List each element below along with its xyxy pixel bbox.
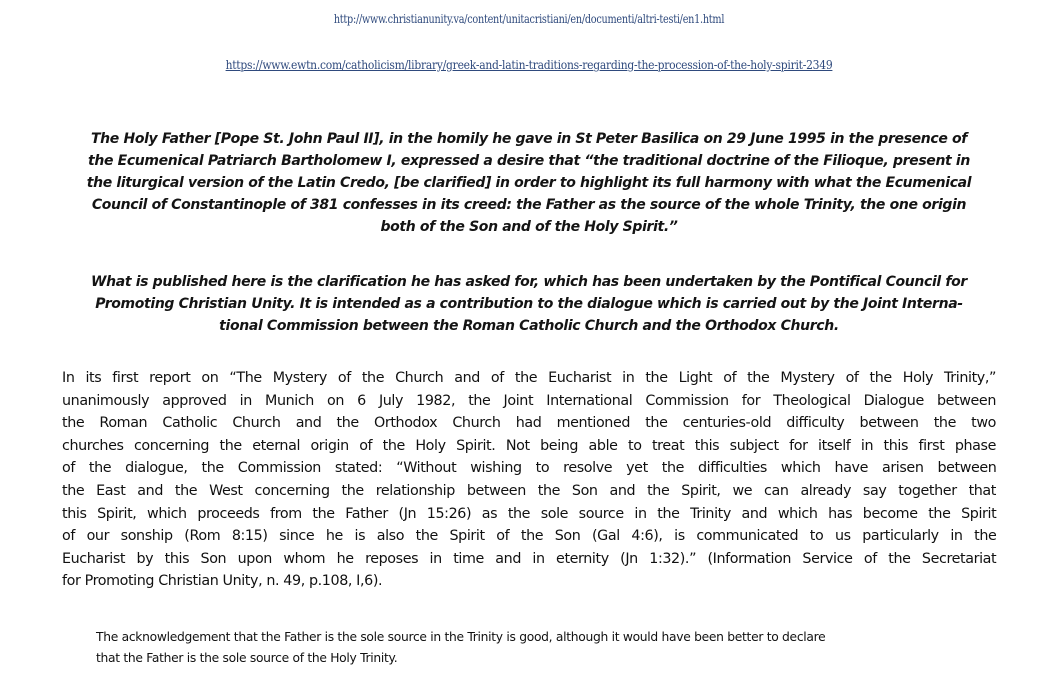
text-line: Council of Constantinople of 381 confesses in its creed: the Father as the source of the whole Trinity, the one origin [91,197,967,213]
text-line: In its first report on “The Mystery of the Church and of the Eucharist in the Light of the Mystery of the Holy Trinity,” [62,370,996,386]
text-line: The Holy Father [Pope St. John Paul II], in the homily he gave in St Peter Basilica on 29 June 1995 in the presence of [90,131,968,147]
intro-paragraph-homily [56,128,1002,238]
text-line: the Roman Catholic Church and the Orthodox Church had mentioned the centuries-old difficulty between the two [62,415,996,432]
text-line: for Promoting Christian Unity, n. 49, p.108, I,6). [62,573,383,590]
text-line: churches concerning the eternal origin of the Holy Spirit. Not being able to treat this subject for itself in this first phase [62,437,996,454]
text-line: Eucharist by this Son upon whom he reposes in time and in eternity (Jn 1:32).” (Information Service of the Secretariat [62,550,997,567]
text-line: tional Commission between the Roman Catholic Church and the Orthodox Church. [219,318,839,334]
commentary-note [96,627,986,669]
source-link-christianunity[interactable]: http://www.christianunity.va/content/unitacristiani/en/documenti/altri-testi/en1.html [333,11,725,26]
text-line: the liturgical version of the Latin Credo, [be clarified] in order to highlight its full harmony with what the Ecumenical [86,175,972,191]
text-line: both of the Son and of the Holy Spirit.” [380,219,678,235]
text-line: The acknowledgement that the Father is the sole source in the Trinity is good, although it would have been better to declare [96,630,826,644]
text-line: the Ecumenical Patriarch Bartholomew I, expressed a desire that “the traditional doctrine of the Filioque, present in [88,153,970,169]
text-line: this Spirit, which proceeds from the Father (Jn 15:26) as the sole source in the Trinity and which has become the Spirit [62,505,997,522]
text-line: unanimously approved in Munich on 6 July 1982, the Joint International Commission for Theological Dialogue between [62,392,996,409]
text-line: Promoting Christian Unity. It is intended as a contribution to the dialogue which is carried out by the Joint Interna- [95,296,963,312]
text-line: the East and the West concerning the relationship between the Son and the Spirit, we can already say together that [62,482,996,499]
text-line: of our sonship (Rom 8:15) since he is also the Spirit of the Son (Gal 4:6), is communicated to us particularly in the [62,528,997,545]
source-link-ewtn[interactable]: https://www.ewtn.com/catholicism/library/greek-and-latin-traditions-regarding-the-procession-of-the-holy-spirit-2349 [225,57,833,72]
text-line: What is published here is the clarification he has asked for, which has been undertaken by the Pontifical Council for [91,274,967,290]
intro-paragraph-clarification [56,271,1002,337]
text-line: that the Father is the sole source of the Holy Trinity. [96,651,398,665]
text-line: of the dialogue, the Commission stated: “Without wishing to resolve yet the difficulties which have arisen between [62,460,997,477]
main-paragraph [62,367,996,593]
